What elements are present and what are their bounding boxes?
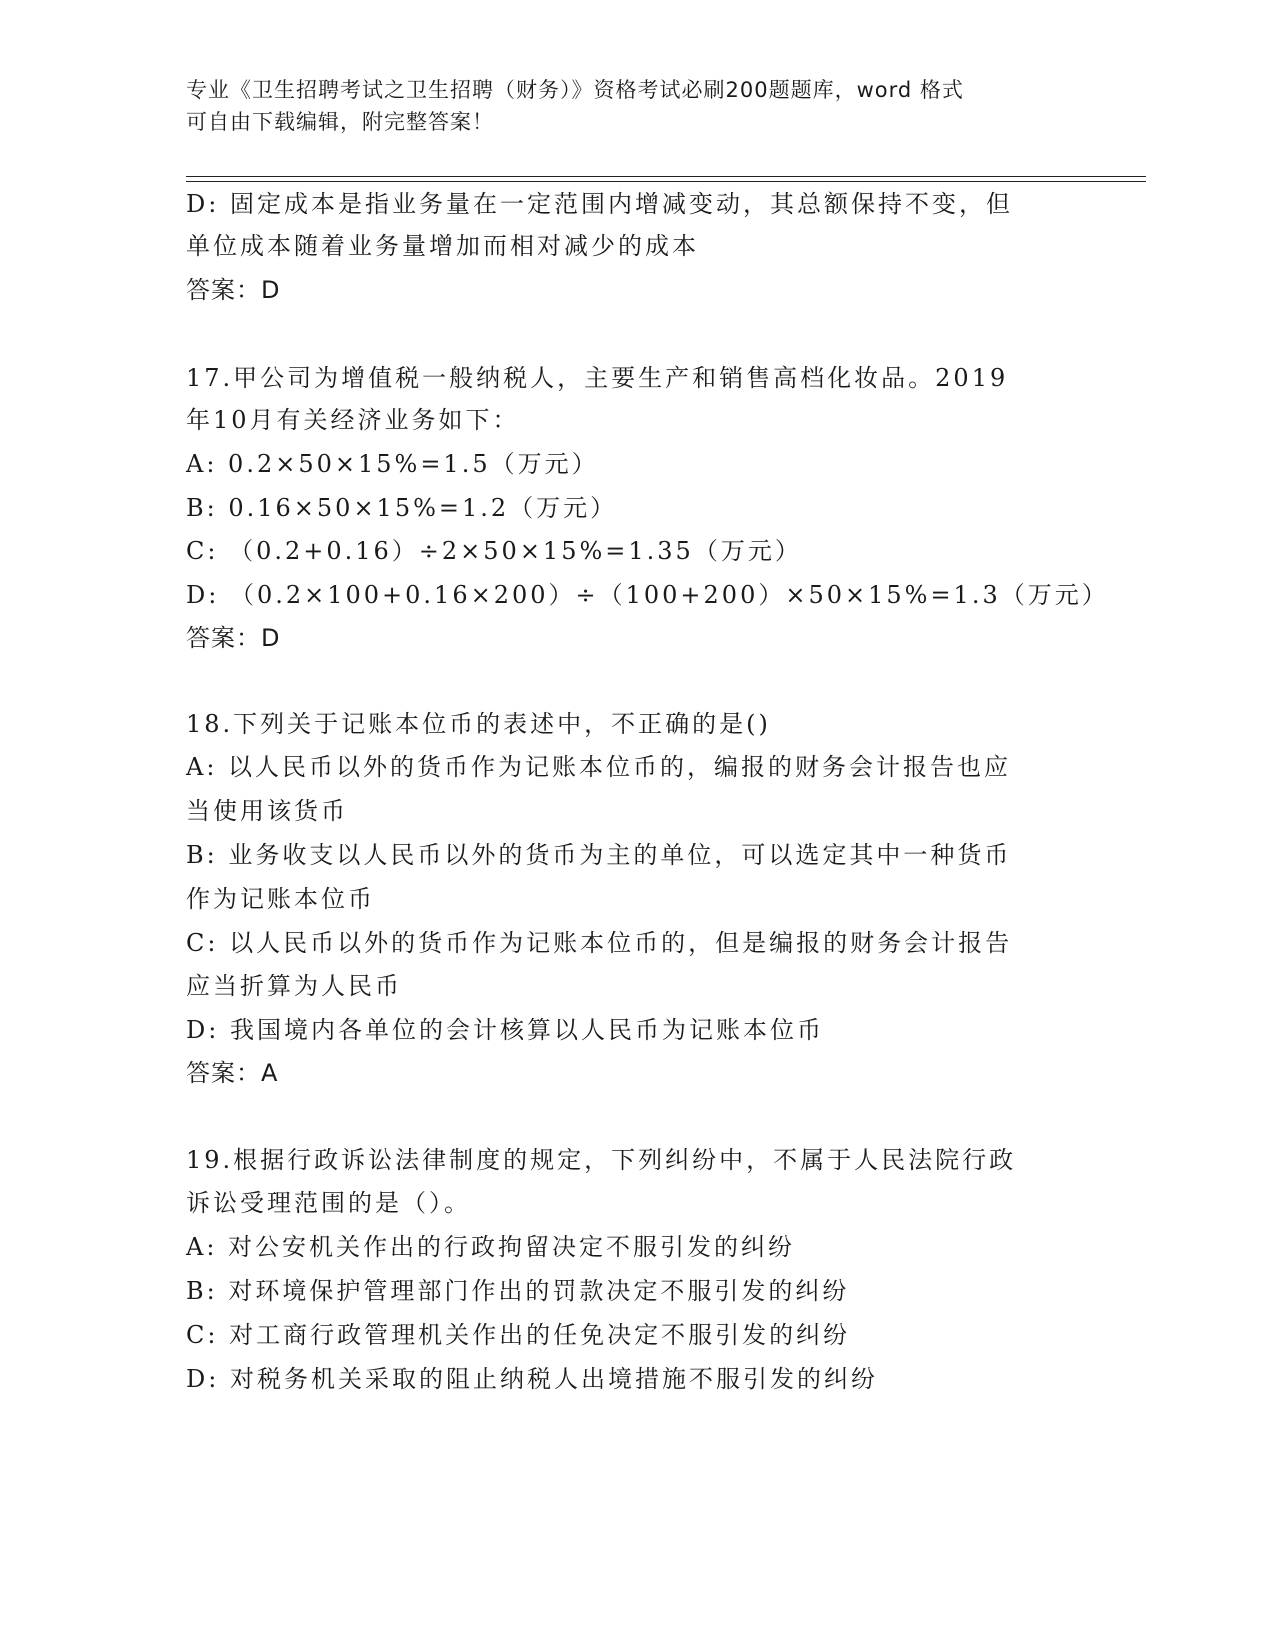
q19-option-b: B: 对环境保护管理部门作出的罚款决定不服引发的纠纷 [186, 1277, 850, 1305]
q17-stem-line-1: 17.甲公司为增值税一般纳税人，主要生产和销售高档化妆品。2019 [186, 364, 1009, 392]
q17-answer: 答案：D [186, 624, 281, 652]
q19-stem-line-1: 19.根据行政诉讼法律制度的规定，下列纠纷中，不属于人民法院行政 [186, 1146, 1017, 1174]
q17-option-b: B: 0.16×50×15%=1.2（万元） [186, 494, 618, 522]
q18-option-c-line-2: 应当折算为人民币 [186, 972, 402, 1000]
q18-option-c-line-1: C: 以人民币以外的货币作为记账本位币的，但是编报的财务会计报告 [186, 929, 1013, 957]
header-line-2: 可自由下载编辑，附完整答案！ [186, 110, 494, 134]
q18-answer: 答案：A [186, 1059, 279, 1087]
q19-stem-line-2: 诉讼受理范围的是（）。 [186, 1189, 471, 1217]
header-line-1: 专业《卫生招聘考试之卫生招聘（财务）》资格考试必刷200题题库，word 格式 [186, 78, 964, 102]
q16-answer: 答案：D [186, 276, 281, 304]
q18-stem: 18.下列关于记账本位币的表述中，不正确的是() [186, 710, 771, 738]
header-divider-top [186, 176, 1146, 177]
q18-option-a-line-2: 当使用该货币 [186, 797, 348, 825]
q17-stem-line-2: 年10月有关经济业务如下： [186, 406, 520, 434]
q18-option-b-line-1: B: 业务收支以人民币以外的货币为主的单位，可以选定其中一种货币 [186, 841, 1012, 869]
q18-option-b-line-2: 作为记账本位币 [186, 885, 375, 913]
q17-option-c: C: （0.2+0.16）÷2×50×15%=1.35（万元） [186, 537, 802, 565]
q19-option-c: C: 对工商行政管理机关作出的任免决定不服引发的纠纷 [186, 1321, 851, 1349]
q18-option-a-line-1: A: 以人民币以外的货币作为记账本位币的，编报的财务会计报告也应 [186, 753, 1012, 781]
q18-option-d: D: 我国境内各单位的会计核算以人民币为记账本位币 [186, 1016, 824, 1044]
q16-option-d-line-2: 单位成本随着业务量增加而相对减少的成本 [186, 232, 699, 260]
q17-option-d: D: （0.2×100+0.16×200）÷（100+200）×50×15%=1.3（万元） [186, 581, 1109, 609]
q19-option-d: D: 对税务机关采取的阻止纳税人出境措施不服引发的纠纷 [186, 1365, 878, 1393]
header-divider-bottom [186, 181, 1146, 182]
q17-option-a: A: 0.2×50×15%=1.5（万元） [186, 450, 599, 478]
q19-option-a: A: 对公安机关作出的行政拘留决定不服引发的纠纷 [186, 1233, 796, 1261]
document-header [186, 74, 1066, 138]
q16-option-d-line-1: D: 固定成本是指业务量在一定范围内增减变动，其总额保持不变，但 [186, 190, 1013, 218]
